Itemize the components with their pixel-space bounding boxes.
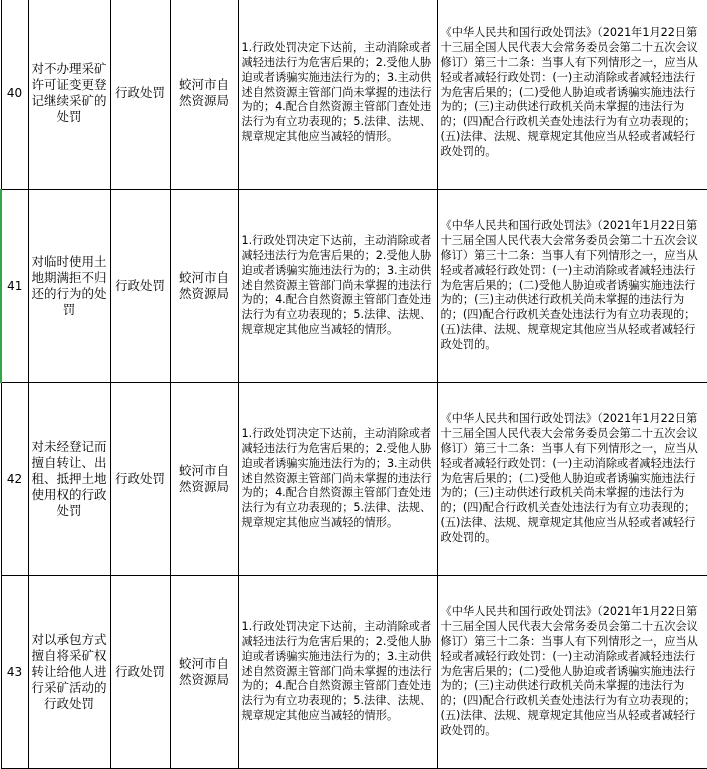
table-row [1, 383, 707, 576]
mitigation-conditions: 1.行政处罚决定下达前，主动消除或者减轻违法行为危害后果的；2.受他人胁迫或者诱骗实施违法行为的；3.主动供述自然资源主管部门尚未掌握的违法行为的；4.配合自然资源主管部门查处违法行为有立功表现的；5.法律、法规、规章规定其他应当减轻的情形。 [238, 190, 437, 383]
table-row [1, 576, 707, 769]
penalty-item: 对不办理采矿许可证变更登记继续采矿的处罚 [28, 0, 110, 190]
penalty-item: 对临时使用土地期满拒不归还的行为的处罚 [28, 190, 110, 383]
legal-basis: 《中华人民共和国行政处罚法》（2021年1月22日第十三届全国人民代表大会常务委员会第二十五次会议修订）第三十二条：当事人有下列情形之一，应当从轻或者减轻行政处罚：(一)主动消除或者减轻违法行为危害后果的；(二)受他人胁迫或者诱骗实施违法行为的；(三)主动供述行政机关尚未掌握的违法行为的；(四)配合行政机关查处违法行为有立功表现的；(五)法律、法规、规章规定其他应当从轻或者减轻行政处罚的。 [437, 383, 707, 576]
penalty-type: 行政处罚 [110, 576, 170, 769]
penalty-item: 对未经登记而擅自转让、出租、抵押土地使用权的行政处罚 [28, 383, 110, 576]
legal-basis: 《中华人民共和国行政处罚法》（2021年1月22日第十三届全国人民代表大会常务委员会第二十五次会议修订）第三十二条：当事人有下列情形之一，应当从轻或者减轻行政处罚：(一)主动消除或者减轻违法行为危害后果的；(二)受他人胁迫或者诱骗实施违法行为的；(三)主动供述行政机关尚未掌握的违法行为的；(四)配合行政机关查处违法行为有立功表现的；(五)法律、法规、规章规定其他应当从轻或者减轻行政处罚的。 [437, 190, 707, 383]
penalty-type: 行政处罚 [110, 383, 170, 576]
row-number: 40 [1, 0, 28, 190]
department: 蛟河市自然资源局 [170, 576, 238, 769]
row-number: 41 [1, 190, 28, 383]
penalty-type: 行政处罚 [110, 190, 170, 383]
table-row [1, 190, 707, 383]
row-number: 42 [1, 383, 28, 576]
legal-basis: 《中华人民共和国行政处罚法》（2021年1月22日第十三届全国人民代表大会常务委员会第二十五次会议修订）第三十二条：当事人有下列情形之一，应当从轻或者减轻行政处罚：(一)主动消除或者减轻违法行为危害后果的；(二)受他人胁迫或者诱骗实施违法行为的；(三)主动供述行政机关尚未掌握的违法行为的；(四)配合行政机关查处违法行为有立功表现的；(五)法律、法规、规章规定其他应当从轻或者减轻行政处罚的。 [437, 0, 707, 190]
legal-basis: 《中华人民共和国行政处罚法》（2021年1月22日第十三届全国人民代表大会常务委员会第二十五次会议修订）第三十二条：当事人有下列情形之一，应当从轻或者减轻行政处罚：(一)主动消除或者减轻违法行为危害后果的；(二)受他人胁迫或者诱骗实施违法行为的；(三)主动供述行政机关尚未掌握的违法行为的；(四)配合行政机关查处违法行为有立功表现的；(五)法律、法规、规章规定其他应当从轻或者减轻行政处罚的。 [437, 576, 707, 769]
mitigation-conditions: 1.行政处罚决定下达前，主动消除或者减轻违法行为危害后果的；2.受他人胁迫或者诱骗实施违法行为的；3.主动供述自然资源主管部门尚未掌握的违法行为的；4.配合自然资源主管部门查处违法行为有立功表现的；5.法律、法规、规章规定其他应当减轻的情形。 [238, 576, 437, 769]
row-number: 43 [1, 576, 28, 769]
department: 蛟河市自然资源局 [170, 383, 238, 576]
department: 蛟河市自然资源局 [170, 190, 238, 383]
mitigation-conditions: 1.行政处罚决定下达前，主动消除或者减轻违法行为危害后果的；2.受他人胁迫或者诱骗实施违法行为的；3.主动供述自然资源主管部门尚未掌握的违法行为的；4.配合自然资源主管部门查处违法行为有立功表现的；5.法律、法规、规章规定其他应当减轻的情形。 [238, 0, 437, 190]
penalty-type: 行政处罚 [110, 0, 170, 190]
mitigation-conditions: 1.行政处罚决定下达前，主动消除或者减轻违法行为危害后果的；2.受他人胁迫或者诱骗实施违法行为的；3.主动供述自然资源主管部门尚未掌握的违法行为的；4.配合自然资源主管部门查处违法行为有立功表现的；5.法律、法规、规章规定其他应当减轻的情形。 [238, 383, 437, 576]
penalty-item: 对以承包方式擅自将采矿权转让给他人进行采矿活动的行政处罚 [28, 576, 110, 769]
table-row [1, 0, 707, 190]
department: 蛟河市自然资源局 [170, 0, 238, 190]
